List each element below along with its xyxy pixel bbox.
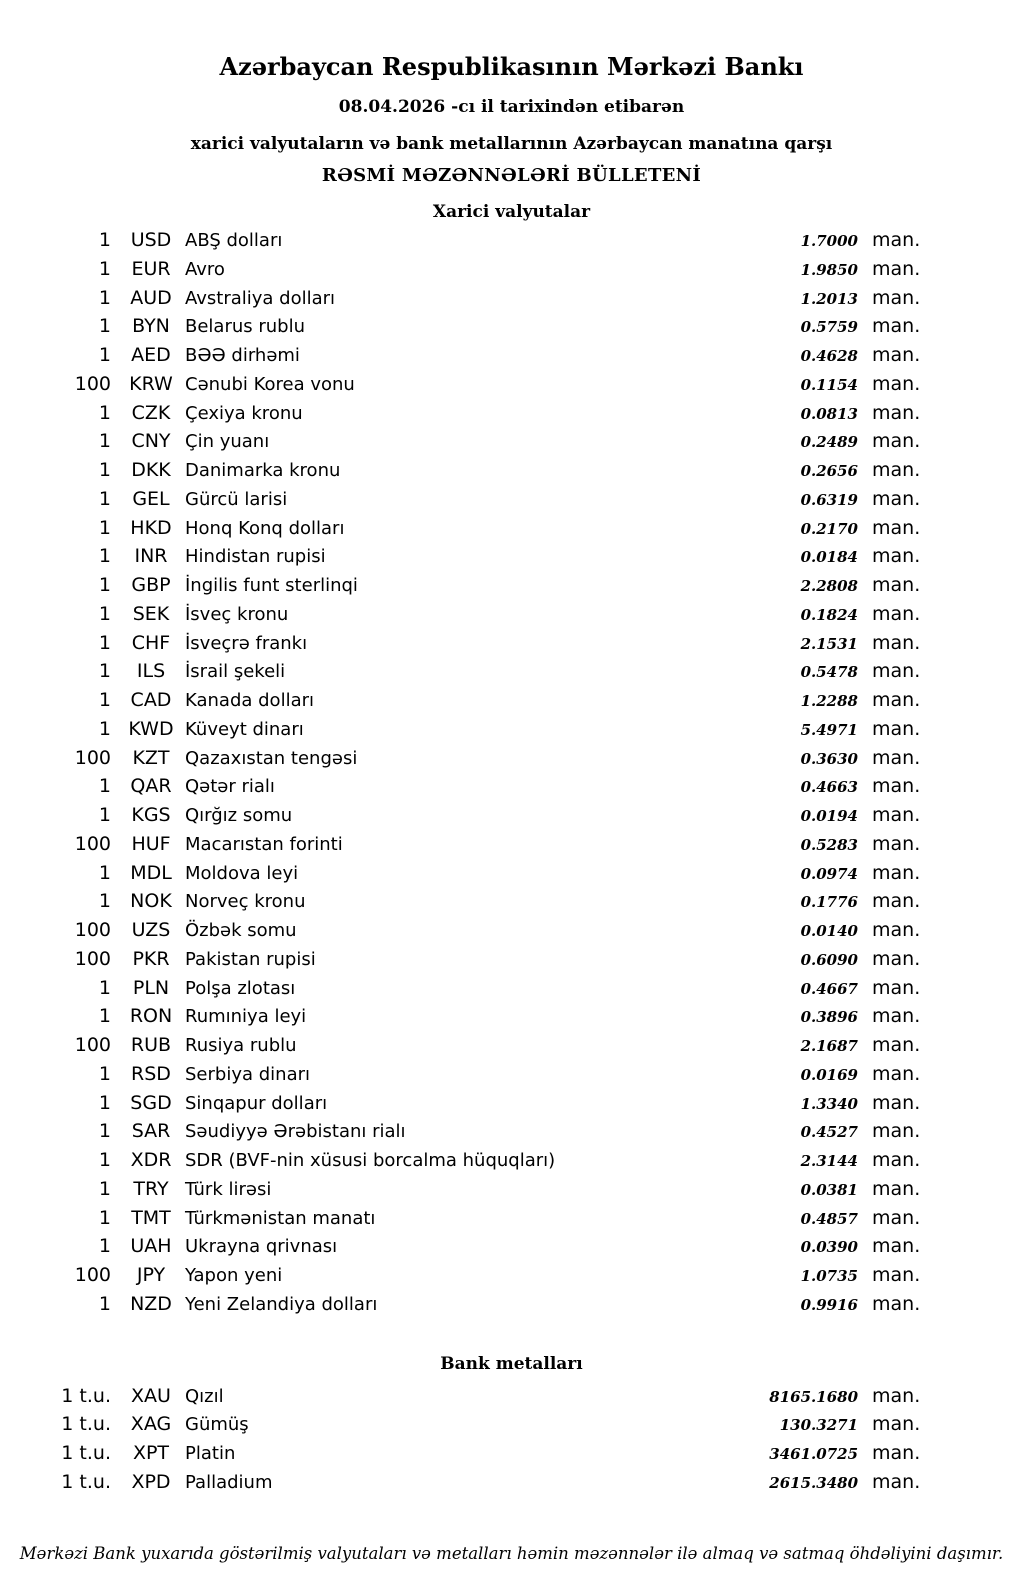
rate-row [0, 1005, 925, 1034]
rate-value: 0.4663 [800, 778, 858, 797]
currency-code: UZS [131, 919, 171, 941]
quantity-value: 1 [98, 574, 111, 596]
rate-value: 0.2656 [800, 462, 858, 480]
currency-name: Hindistan rupisi [185, 546, 326, 568]
unit-label: man. [872, 717, 921, 740]
currency-name: Kanada dolları [185, 690, 315, 711]
currency-name: BƏƏ dirhəmi [185, 345, 300, 366]
rate-value: 0.5283 [800, 835, 858, 854]
rate-row [0, 1178, 925, 1207]
rate-row [0, 833, 925, 862]
rate-value: 0.0184 [800, 548, 858, 567]
currency-code: CNY [131, 430, 171, 453]
currency-name: İsveçrə frankı [185, 632, 308, 654]
rate-row [0, 1471, 925, 1500]
unit-label: man. [872, 1149, 921, 1171]
rate-value: 0.2170 [800, 519, 858, 538]
currency-code: KGS [131, 804, 171, 826]
currency-section-title: Xarici valyutalar [432, 202, 591, 222]
currency-code: XPD [131, 1470, 171, 1493]
currency-code: NOK [130, 890, 172, 913]
rate-row [0, 660, 925, 689]
currency-name: Honq Konq dolları [185, 517, 345, 539]
rate-row [0, 1034, 925, 1063]
bank-title: Azərbaycan Respublikasının Mərkəzi Bankı [219, 52, 804, 81]
unit-label: man. [872, 1177, 921, 1200]
unit-label: man. [872, 459, 921, 481]
quantity-value: 1 [98, 430, 111, 453]
currency-code: MDL [130, 861, 172, 884]
rate-value: 0.0194 [800, 807, 858, 825]
quantity-value: 1 t.u. [61, 1413, 111, 1436]
unit-label: man. [872, 315, 921, 338]
rate-value: 1.2288 [800, 692, 858, 710]
quantity-value: 1 [98, 257, 111, 280]
rate-row [0, 1442, 925, 1471]
currency-code: RSD [131, 1062, 171, 1085]
rate-row [0, 545, 925, 574]
rate-value: 0.0974 [800, 864, 858, 883]
quantity-value: 1 [98, 1149, 111, 1171]
currency-name: Norveç kronu [185, 891, 306, 913]
currency-name: İsveç kronu [185, 603, 289, 625]
quantity-value: 100 [74, 947, 111, 970]
rate-row [0, 948, 925, 977]
unit-label: man. [872, 775, 921, 798]
rate-row [0, 1092, 925, 1121]
quantity-value: 1 [98, 1062, 111, 1085]
currency-name: İsrail şekeli [185, 661, 286, 683]
unit-label: man. [872, 1206, 921, 1229]
quantity-value: 1 [98, 717, 111, 740]
rate-row [0, 747, 925, 776]
rate-row [0, 775, 925, 804]
rate-value: 1.0735 [800, 1267, 858, 1285]
unit-label: man. [872, 545, 921, 568]
rate-value: 8165.1680 [769, 1387, 858, 1406]
unit-label: man. [872, 1062, 921, 1085]
rate-value: 2.1531 [800, 634, 858, 653]
unit-label: man. [872, 430, 921, 453]
currency-code: AED [131, 344, 171, 366]
rate-row [0, 603, 925, 632]
unit-label: man. [872, 1120, 921, 1143]
currency-code: KRW [129, 372, 173, 395]
unit-label: man. [872, 372, 921, 395]
rate-row [0, 632, 925, 661]
currency-name: Avro [185, 258, 225, 280]
currency-name: Polşa zlotası [185, 977, 296, 999]
unit-label: man. [872, 344, 921, 366]
quantity-value: 1 [98, 459, 111, 481]
currency-code: XAU [131, 1384, 171, 1407]
rate-row [0, 402, 925, 431]
currency-rate-table [0, 229, 925, 1322]
rate-value: 0.3896 [800, 1008, 858, 1027]
unit-label: man. [872, 1091, 921, 1114]
rate-row [0, 1413, 925, 1442]
currency-code: INR [134, 545, 168, 568]
quantity-value: 1 [98, 344, 111, 366]
unit-label: man. [872, 631, 921, 654]
quantity-value: 1 [98, 516, 111, 539]
currency-code: BYN [132, 315, 170, 338]
currency-name: Qızıl [185, 1385, 224, 1407]
rate-row [0, 718, 925, 747]
rate-value: 0.1776 [800, 893, 858, 912]
rate-value: 2.2808 [800, 577, 858, 595]
currency-code: GEL [132, 487, 170, 510]
currency-name: İngilis funt sterlinqi [185, 575, 358, 596]
rate-value: 0.2489 [800, 433, 858, 452]
rate-row [0, 689, 925, 718]
rate-value: 0.6090 [800, 950, 858, 969]
unit-label: man. [872, 487, 921, 510]
quantity-value: 1 [98, 1292, 111, 1315]
rate-value: 0.5478 [800, 663, 858, 682]
currency-code: SAR [131, 1120, 171, 1143]
quantity-value: 100 [74, 832, 111, 855]
unit-label: man. [872, 1384, 921, 1407]
rate-row [0, 1385, 925, 1414]
currency-name: Macarıstan forinti [185, 833, 343, 855]
rate-value: 0.9916 [800, 1295, 858, 1314]
currency-code: RON [129, 1005, 173, 1028]
rate-value: 0.0390 [800, 1238, 858, 1257]
quantity-value: 100 [74, 372, 111, 395]
quantity-value: 1 [98, 660, 111, 683]
currency-name: Palladium [185, 1471, 273, 1493]
currency-code: ILS [136, 660, 166, 683]
currency-name: Belarus rublu [185, 316, 306, 338]
currency-code: XDR [130, 1149, 172, 1171]
quantity-value: 1 [98, 775, 111, 798]
rate-value: 2.1687 [800, 1037, 858, 1055]
quantity-value: 1 t.u. [61, 1442, 111, 1464]
rate-row [0, 862, 925, 891]
currency-name: Çin yuanı [185, 431, 270, 453]
rate-value: 0.1154 [800, 375, 858, 394]
rate-row [0, 1120, 925, 1149]
quantity-value: 1 [98, 1120, 111, 1143]
quantity-value: 1 [98, 229, 111, 251]
rate-value: 1.2013 [800, 289, 858, 308]
quantity-value: 1 [98, 689, 111, 711]
currency-code: AUD [130, 286, 172, 309]
currency-name: Ukrayna qrivnası [185, 1236, 338, 1258]
currency-name: Türk lirəsi [185, 1178, 272, 1200]
rate-row [0, 430, 925, 459]
currency-name: Çexiya kronu [185, 402, 303, 424]
unit-label: man. [872, 919, 921, 941]
unit-label: man. [872, 574, 921, 596]
unit-label: man. [872, 257, 921, 280]
rate-row [0, 459, 925, 488]
currency-name: ABŞ dolları [185, 230, 283, 251]
quantity-value: 1 [98, 401, 111, 424]
unit-label: man. [872, 832, 921, 855]
quantity-value: 1 [98, 1091, 111, 1114]
currency-name: Qırğız somu [185, 805, 293, 826]
currency-name: Türkmənistan manatı [185, 1207, 376, 1229]
quantity-value: 1 [98, 1235, 111, 1258]
currency-code: PKR [132, 947, 170, 970]
unit-label: man. [872, 229, 921, 251]
unit-label: man. [872, 976, 921, 999]
rate-value: 0.4667 [800, 979, 858, 998]
rate-row [0, 1293, 925, 1322]
effective-date-line: 08.04.2026 -cı il tarixindən etibarən [338, 97, 685, 117]
currency-code: UAH [130, 1235, 172, 1258]
rate-value: 5.4971 [800, 720, 858, 739]
quantity-value: 1 [98, 976, 111, 999]
currency-code: CZK [131, 401, 171, 424]
quantity-value: 100 [74, 746, 111, 769]
rate-row [0, 890, 925, 919]
rate-row [0, 574, 925, 603]
unit-label: man. [872, 602, 921, 625]
rate-value: 0.4628 [800, 347, 858, 365]
rate-row [0, 1207, 925, 1236]
rate-value: 3461.0725 [769, 1445, 858, 1463]
rate-value: 0.0813 [800, 404, 858, 423]
currency-name: Səudiyyə Ərəbistanı rialı [185, 1121, 406, 1143]
currency-name: Yapon yeni [185, 1265, 283, 1286]
currency-name: Pakistan rupisi [185, 948, 316, 970]
rate-value: 1.7000 [800, 232, 858, 250]
currency-code: SGD [130, 1091, 172, 1114]
rate-value: 0.5759 [800, 318, 858, 337]
quantity-value: 1 [98, 890, 111, 913]
unit-label: man. [872, 1442, 921, 1464]
unit-label: man. [872, 1292, 921, 1315]
quantity-value: 1 [98, 1177, 111, 1200]
currency-name: Rumıniya leyi [185, 1006, 307, 1028]
currency-name: Qazaxıstan tengəsi [185, 747, 358, 769]
currency-name: Yeni Zelandiya dolları [185, 1293, 378, 1315]
unit-label: man. [872, 516, 921, 539]
currency-code: GBP [131, 574, 171, 596]
quantity-value: 1 [98, 487, 111, 510]
unit-label: man. [872, 1034, 921, 1056]
unit-label: man. [872, 947, 921, 970]
rate-row [0, 1235, 925, 1264]
quantity-value: 1 [98, 286, 111, 309]
metals-section-title: Bank metalları [440, 1353, 583, 1374]
currency-code: CHF [131, 631, 171, 654]
quantity-value: 1 [98, 545, 111, 568]
currency-code: KWD [128, 717, 174, 740]
rate-row [0, 517, 925, 546]
currency-name: Cənubi Korea vonu [185, 373, 355, 395]
currency-code: HKD [130, 516, 172, 539]
unit-label: man. [872, 1413, 921, 1436]
rate-row [0, 315, 925, 344]
rate-row [0, 919, 925, 948]
currency-name: Gürcü larisi [185, 488, 288, 510]
currency-name: Özbək somu [185, 920, 297, 941]
rate-row [0, 229, 925, 258]
disclaimer-text: Mərkəzi Bank yuxarıda göstərilmiş valyutaları və metalları həmin məzənnələr ilə almaq və satmaq öhdəliyini daşımır. [19, 1543, 1004, 1563]
metals-rate-table [0, 1385, 925, 1500]
currency-code: HUF [131, 832, 171, 855]
unit-label: man. [872, 401, 921, 424]
rate-value: 0.4857 [800, 1209, 858, 1228]
rate-value: 2615.3480 [769, 1473, 858, 1492]
rate-row [0, 1149, 925, 1178]
currency-code: TMT [131, 1206, 171, 1229]
unit-label: man. [872, 689, 921, 711]
currency-name: Küveyt dinarı [185, 718, 304, 740]
quantity-value: 1 [98, 804, 111, 826]
currency-code: CAD [130, 689, 172, 711]
quantity-value: 100 [74, 1034, 111, 1056]
currency-name: Qətər rialı [185, 776, 275, 798]
unit-label: man. [872, 746, 921, 769]
currency-name: Serbiya dinarı [185, 1063, 310, 1085]
currency-name: Gümüş [185, 1414, 249, 1436]
currency-code: NZD [130, 1292, 172, 1315]
currency-code: XPT [132, 1442, 170, 1464]
rate-row [0, 977, 925, 1006]
currency-code: XAG [130, 1413, 172, 1436]
unit-label: man. [872, 660, 921, 683]
rate-row [0, 287, 925, 316]
bulletin-title: RƏSMİ MƏZƏNNƏLƏRİ BÜLLETENİ [321, 165, 702, 186]
currency-name: Moldova leyi [185, 862, 299, 884]
quantity-value: 100 [74, 1264, 111, 1286]
rate-value: 0.1824 [800, 605, 858, 624]
currency-code: JPY [136, 1264, 166, 1286]
rate-row [0, 1063, 925, 1092]
rate-row [0, 373, 925, 402]
rate-value: 1.3340 [800, 1094, 858, 1113]
rate-row [0, 344, 925, 373]
currency-name: Sinqapur dolları [185, 1092, 328, 1114]
rate-value: 0.3630 [800, 749, 858, 768]
currency-code: USD [130, 229, 172, 251]
currency-name: Rusiya rublu [185, 1035, 297, 1056]
unit-label: man. [872, 1264, 921, 1286]
unit-label: man. [872, 1470, 921, 1493]
currency-code: RUB [130, 1034, 172, 1056]
rate-row [0, 488, 925, 517]
quantity-value: 1 t.u. [61, 1384, 111, 1407]
rate-value: 0.0381 [800, 1180, 858, 1199]
rate-value: 0.0140 [800, 922, 858, 940]
rate-value: 0.6319 [800, 490, 858, 509]
currency-name: Platin [185, 1443, 236, 1464]
unit-label: man. [872, 286, 921, 309]
quantity-value: 1 [98, 861, 111, 884]
currency-code: DKK [131, 459, 171, 481]
currency-name: Danimarka kronu [185, 460, 341, 481]
rate-value: 130.3271 [779, 1416, 858, 1435]
rate-row [0, 1264, 925, 1293]
quantity-value: 1 [98, 1206, 111, 1229]
currency-code: TRY [133, 1177, 169, 1200]
rate-value: 0.0169 [800, 1065, 858, 1084]
rate-row [0, 804, 925, 833]
currency-name: SDR (BVF-nin xüsusi borcalma hüquqları) [185, 1150, 556, 1171]
quantity-value: 1 [98, 631, 111, 654]
quantity-value: 1 [98, 602, 111, 625]
quantity-value: 100 [74, 919, 111, 941]
rate-value: 1.9850 [800, 260, 858, 279]
unit-label: man. [872, 1235, 921, 1258]
currency-code: SEK [132, 602, 170, 625]
bulletin-subtitle: xarici valyutaların və bank metallarının Azərbaycan manatına qarşı [190, 134, 833, 154]
currency-code: PLN [132, 976, 170, 999]
rate-row [0, 258, 925, 287]
currency-code: KZT [132, 746, 170, 769]
quantity-value: 1 [98, 315, 111, 338]
currency-code: QAR [130, 775, 172, 798]
quantity-value: 1 t.u. [61, 1470, 111, 1493]
currency-code: EUR [131, 257, 171, 280]
unit-label: man. [872, 890, 921, 913]
rate-value: 2.3144 [800, 1152, 858, 1170]
unit-label: man. [872, 804, 921, 826]
currency-name: Avstraliya dolları [185, 287, 336, 309]
rate-value: 0.4527 [800, 1123, 858, 1142]
quantity-value: 1 [98, 1005, 111, 1028]
unit-label: man. [872, 861, 921, 884]
unit-label: man. [872, 1005, 921, 1028]
